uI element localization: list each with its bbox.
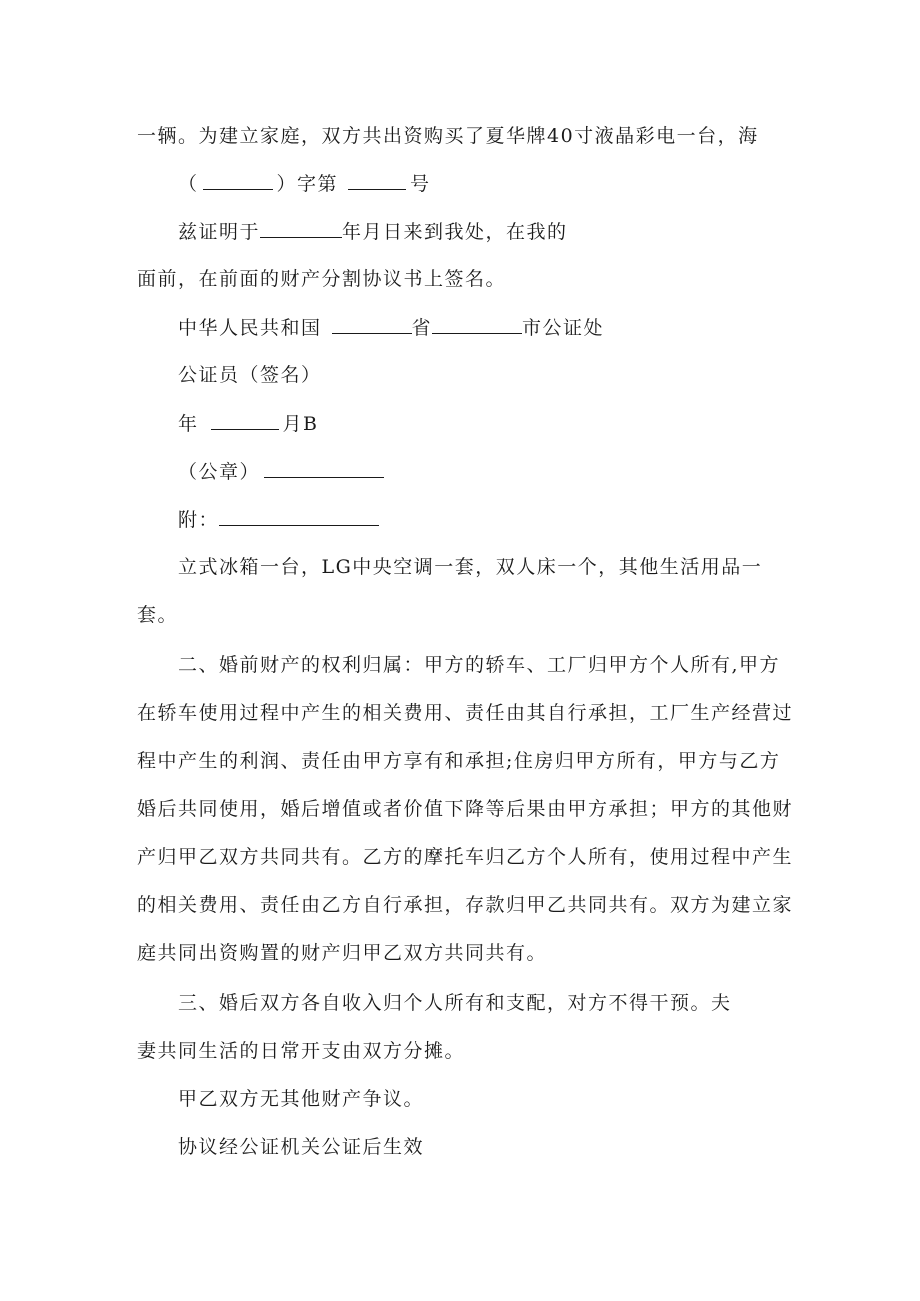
text-line: 甲乙双方无其他财产争议。 [178, 1088, 425, 1110]
fill-blank [260, 219, 342, 238]
certificate-number-line: （ ）字第 号 [178, 173, 431, 195]
fill-blank [203, 171, 273, 190]
text-line: 套。 [137, 604, 179, 626]
text-line: 立式冰箱一台，LG中央空调一套，双人床一个，其他生活用品一 [178, 556, 763, 578]
fill-blank [348, 171, 406, 190]
fill-blank [432, 315, 522, 334]
text-line: 一辆。为建立家庭，双方共出资购买了夏华牌40寸液晶彩电一台，海 [137, 125, 759, 147]
notary-office-line: 中华人民共和国 省 市公证处 [178, 317, 605, 339]
text-line: 妻共同生活的日常开支由双方分摊。 [137, 1040, 466, 1062]
notary-signature-line: 公证员（签名） [178, 364, 322, 386]
text-line: 产归甲乙双方共同共有。乙方的摩托车归乙方个人所有，使用过程中产生 [137, 846, 794, 868]
text-line: 婚后共同使用，婚后增值或者价值下降等后果由甲方承担；甲方的其他财 [137, 798, 794, 820]
text-line: 庭共同出资购置的财产归甲乙双方共同共有。 [137, 942, 548, 964]
fill-blank [219, 507, 379, 526]
date-line: 年 月B [178, 413, 319, 435]
text-line: 程中产生的利润、责任由甲方享有和承担;住房归甲方所有，甲方与乙方 [137, 750, 781, 772]
text-line: 的相关费用、责任由乙方自行承担，存款归甲乙共同共有。双方为建立家 [137, 894, 794, 916]
section-three-heading-line: 三、婚后双方各自收入归个人所有和支配，对方不得干预。夫 [178, 992, 732, 1014]
fill-blank [332, 315, 412, 334]
text-line: 面前，在前面的财产分割协议书上签名。 [137, 268, 507, 290]
text-line: 兹证明于 年月日来到我处，在我的 [178, 221, 568, 243]
attachment-line: 附： [178, 507, 379, 532]
fill-blank [211, 411, 279, 430]
text-line: 协议经公证机关公证后生效 [178, 1136, 425, 1158]
text-line: 在轿车使用过程中产生的相关费用、责任由其自行承担，工厂生产经营过 [137, 702, 794, 724]
seal-line: （公章） [178, 459, 384, 484]
fill-blank [264, 459, 384, 478]
section-two-heading-line: 二、婚前财产的权利归属：甲方的轿车、工厂归甲方个人所有,甲方 [178, 654, 781, 676]
